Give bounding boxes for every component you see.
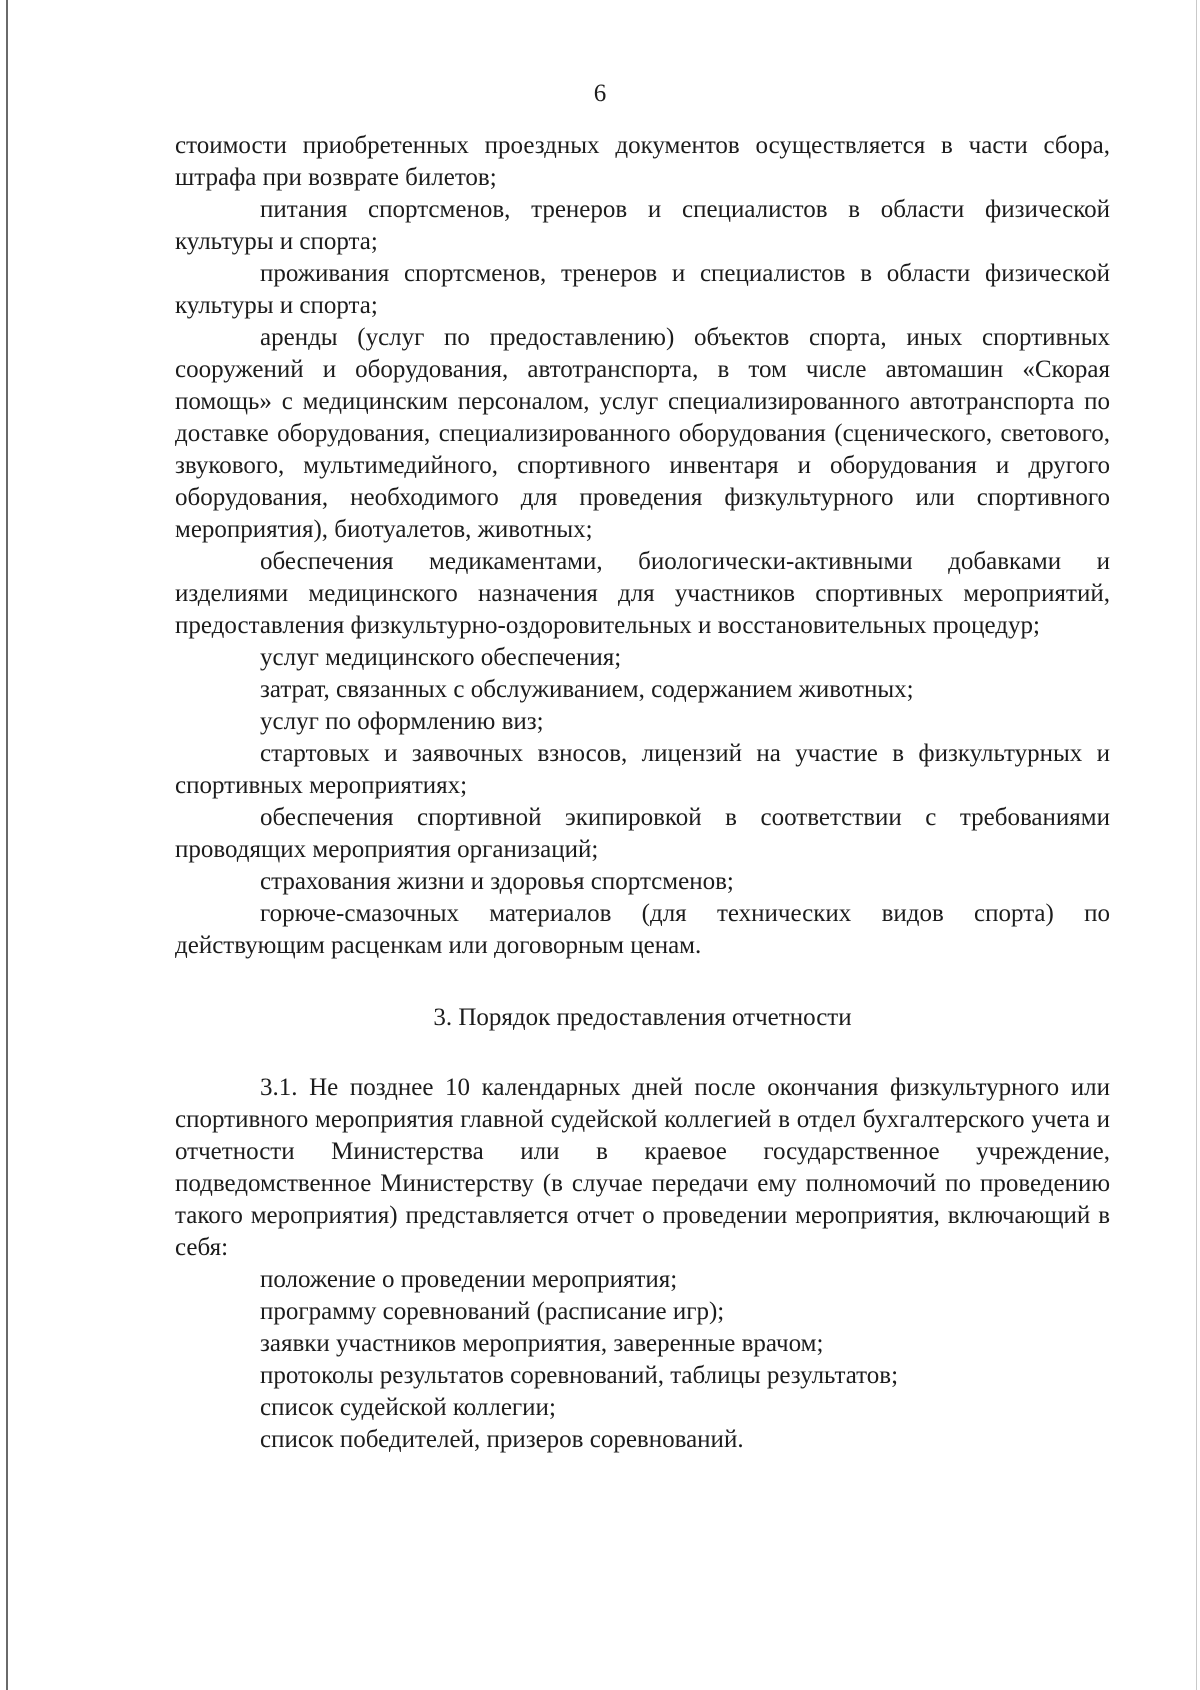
paragraph: услуг медицинского обеспечения;: [260, 644, 622, 671]
scan-edge-left: [6, 0, 8, 1690]
section-heading: 3. Порядок предоставления отчетности: [433, 1004, 852, 1031]
document-body: [175, 130, 1110, 1456]
paragraph: стоимости приобретенных проездных документов осуществляется в части сбора, штрафа при возврате билетов;: [175, 132, 1110, 191]
paragraph: протоколы результатов соревнований, таблицы результатов;: [260, 1362, 899, 1389]
paragraph: аренды (услуг по предоставлению) объектов спорта, иных спортивных сооружений и оборудования, автотранспорта, в том числе автомашин «Скорая помощь» с медицинским персоналом, услуг специализированного автотранспорта по доставке оборудования, специализированного оборудования (сценического, светового, звукового, мультимедийного, спортивного инвентаря и оборудования и другого оборудования, необходимого для проведения физкультурного или спортивного мероприятия), биотуалетов, животных;: [175, 324, 1110, 543]
paragraph: список победителей, призеров соревнований.: [260, 1426, 744, 1453]
paragraph: проживания спортсменов, тренеров и специалистов в области физической культуры и спорта;: [175, 260, 1110, 319]
page-number: 6: [593, 80, 607, 107]
paragraph: обеспечения медикаментами, биологически-активными добавками и изделиями медицинского назначения для участников спортивных мероприятий, предоставления физкультурно-оздоровительных и восстановительных процедур;: [175, 548, 1110, 639]
paragraph: список судейской коллегии;: [260, 1394, 556, 1421]
paragraph: страхования жизни и здоровья спортсменов;: [260, 868, 734, 895]
paragraph: питания спортсменов, тренеров и специалистов в области физической культуры и спорта;: [175, 196, 1110, 255]
paragraph: стартовых и заявочных взносов, лицензий на участие в физкультурных и спортивных мероприятиях;: [175, 740, 1110, 799]
paragraph: программу соревнований (расписание игр);: [260, 1298, 725, 1325]
paragraphs-before: [175, 130, 1110, 962]
paragraph: положение о проведении мероприятия;: [260, 1266, 678, 1293]
paragraph: горюче-смазочных материалов (для технических видов спорта) по действующим расценкам или договорным ценам.: [175, 900, 1110, 959]
paragraph: 3.1. Не позднее 10 календарных дней после окончания физкультурного или спортивного мероприятия главной судейской коллегией в отдел бухгалтерского учета и отчетности Министерства или в краевое государственное учреждение, подведомственное Министерству (в случае передачи ему полномочий по проведению такого мероприятия) представляется отчет о проведении мероприятия, включающий в себя:: [175, 1074, 1110, 1261]
paragraphs-after: [175, 1072, 1110, 1456]
paragraph: заявки участников мероприятия, заверенные врачом;: [260, 1330, 824, 1357]
paragraph: затрат, связанных с обслуживанием, содержанием животных;: [260, 676, 914, 703]
scan-edge-right: [1196, 0, 1197, 1690]
paragraph: обеспечения спортивной экипировкой в соответствии с требованиями проводящих мероприятия организаций;: [175, 804, 1110, 863]
paragraph: услуг по оформлению виз;: [260, 708, 544, 735]
